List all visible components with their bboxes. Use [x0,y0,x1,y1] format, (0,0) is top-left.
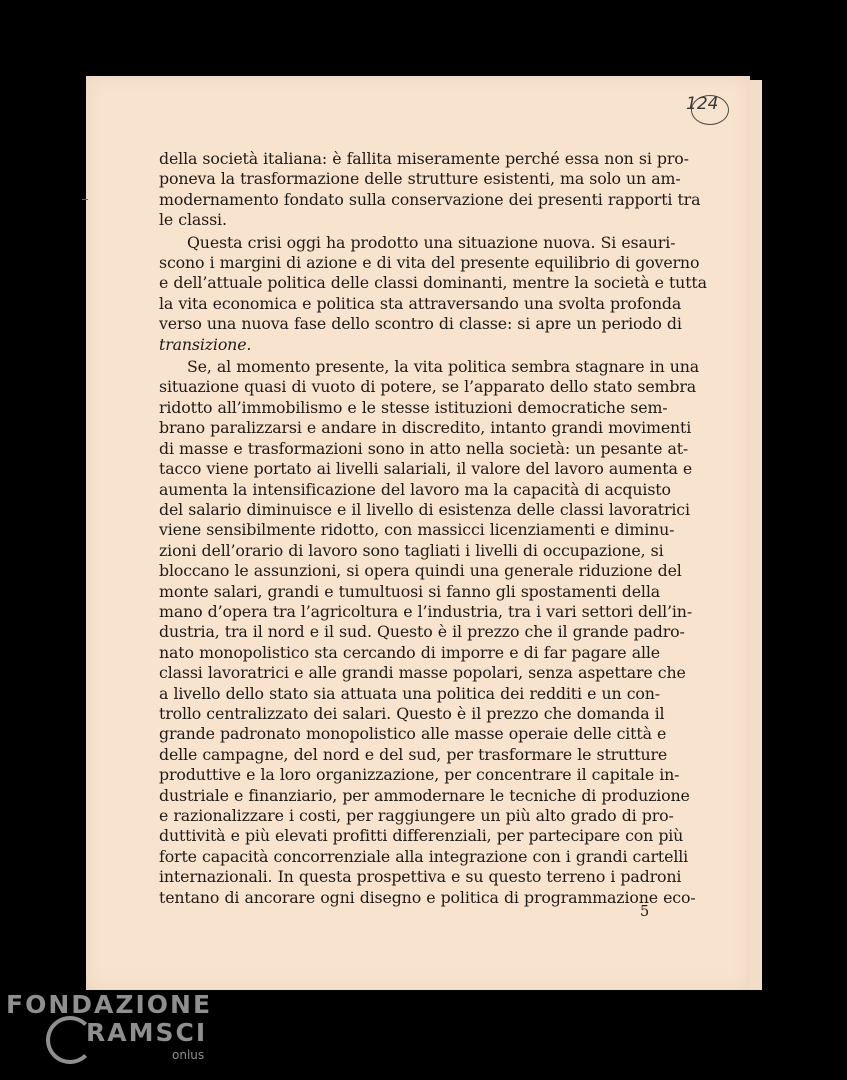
text-line: verso una nuova fase dello scontro di classe: si apre un periodo di [159,314,682,334]
text-line: delle campagne, del nord e del sud, per trasformare le strutture [159,744,668,764]
text-line: e dell’attuale politica delle classi dominanti, mentre la società e tutta [159,273,707,293]
paragraph [159,149,701,231]
text-line: di masse e trasformazioni sono in atto nella società: un pesante at- [159,438,689,458]
logo-line-1: FONDAZIONE [6,990,213,1019]
text-line: brano paralizzarsi e andare in discredito, intanto grandi movimenti [159,418,692,438]
text-line: grande padronato monopolistico alle masse operaie delle città e [159,724,667,744]
paragraph [159,232,707,355]
text-line: mano d’opera tra l’agricoltura e l’industria, tra i vari settori dell’in- [159,601,693,621]
text-line: produttive e la loro organizzazione, per concentrare il capitale in- [159,765,680,785]
text-line: aumenta la intensificazione del lavoro ma la capacità di acquisto [159,479,671,499]
text-line: situazione quasi di vuoto di potere, se l’apparato dello stato sembra [159,377,697,397]
text-line: classi lavoratrici e alle grandi masse popolari, senza aspettare che [159,663,686,683]
text-line: trollo centralizzato dei salari. Questo è il prezzo che domanda il [159,703,665,723]
text-line: dustria, tra il nord e il sud. Questo è il prezzo che il grande padro- [159,622,685,642]
text-line: dustriale e finanziario, per ammodernare le tecniche di produzione [159,785,690,805]
text-line: internazionali. In questa prospettiva e su questo terreno i padroni [159,867,682,887]
text-line: Se, al momento presente, la vita politica sembra stagnare in una [187,357,700,377]
text-line: forte capacità concorrenziale alla integrazione con i grandi cartelli [159,846,689,866]
paragraph [159,357,700,908]
text-line: monte salari, grandi e tumultuosi si fanno gli spostamenti della [159,581,660,601]
text-line: modernamento fondato sulla conservazione dei presenti rapporti tra [159,189,701,209]
logo-line-2: RAMSCI [86,1018,208,1047]
fondazione-gramsci-logo [6,990,216,1070]
text-line: scono i margini di azione e di vita del presente equilibrio di governo [159,253,700,273]
text-line: tacco viene portato ai livelli salariali, il valore del lavoro aumenta e [159,459,693,479]
page-number: 5 [640,904,650,920]
logo-line-3: onlus [172,1048,205,1062]
text-line: viene sensibilmente ridotto, con massicci licenziamenti e diminu- [159,520,675,540]
document-page [86,76,750,990]
body-text [159,149,707,910]
text-line: e razionalizzare i costi, per raggiungere un più alto grado di pro- [159,806,674,825]
text-line: Questa crisi oggi ha prodotto una situazione nuova. Si esauri- [187,232,676,252]
text-line: della società italiana: è fallita miseramente perché essa non si pro- [159,149,689,168]
folio-note: 124 [686,94,719,114]
text-line: del salario diminuisce e il livello di esistenza delle classi lavoratrici [159,499,690,519]
text-line: nato monopolistico sta cercando di imporre e di far pagare alle [159,642,660,662]
text-line: a livello dello stato sia attuata una politica dei redditi e un con- [159,683,660,703]
text-line: bloccano le assunzioni, si opera quindi una generale riduzione del [159,561,682,581]
text-line: tentano di ancorare ogni disegno e politica di programmazione eco- [159,887,696,907]
text-line: ridotto all’immobilismo e le stesse istituzioni democratiche sem- [159,397,668,417]
text-line: duttività e più elevati profitti differenziali, per partecipare con più [159,826,684,846]
text-line: poneva la trasformazione delle strutture esistenti, ma solo un am- [159,169,681,189]
margin-tick [82,199,88,200]
text-line: transizione. [159,334,252,354]
text-line: zioni dell’orario di lavoro sono tagliati i livelli di occupazione, si [159,540,664,560]
text-line: la vita economica e politica sta attraversando una svolta profonda [159,293,682,313]
text-line: le classi. [159,210,227,230]
